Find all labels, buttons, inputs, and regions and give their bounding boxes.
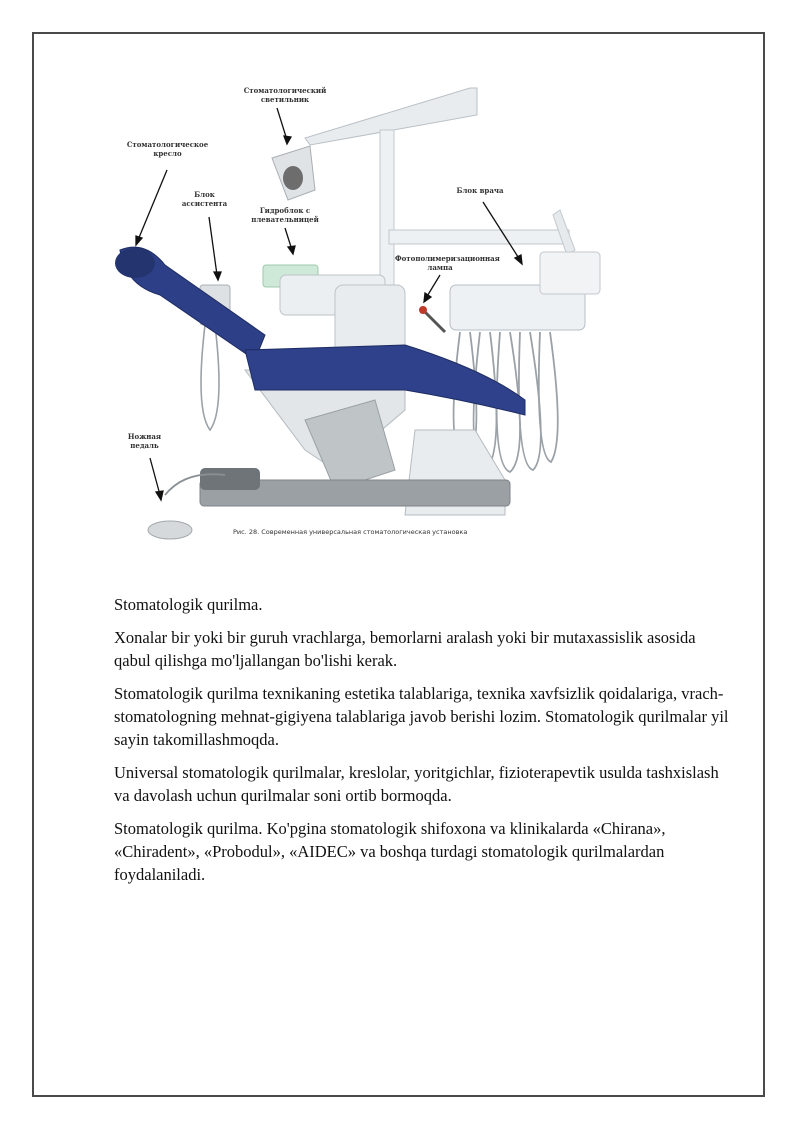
label-pedal: Ножная педаль (127, 432, 162, 450)
paragraph: Stomatologik qurilma. Ko'pgina stomatologik shifoxona va klinikalarda «Chirana», «Chiradent», «Probodul», «AIDEC» va boshqa turdagi stomatologik qurilmalardan foydalaniladi. (114, 819, 666, 884)
document-text (114, 593, 734, 896)
paragraph: Xonalar bir yoki bir guruh vrachlarga, bemorlarni aralash yoki bir mutaxassislik asosida qabul qilishga mo'ljallangan bo'lishi kerak. (114, 628, 696, 670)
label-doctor-block: Блок врача (456, 186, 504, 195)
label-hydroblock: Гидроблок с плевательницей (251, 206, 319, 224)
figure-caption: Рис. 28. Современная универсальная стоматологическая установка (233, 528, 468, 536)
heading: Stomatologik qurilma. (114, 595, 263, 614)
label-lamp: Стоматологический светильник (243, 86, 327, 104)
paragraph: Stomatologik qurilma texnikaning estetika talablariga, texnika xavfsizlik qoidalariga, vrach-stomatologning mehnat-gigiyena talablariga javob berishi lozim. Stomatologik qurilmalar yil sayin takomillashmoqda. (114, 684, 729, 749)
paragraph: Universal stomatologik qurilmalar, kreslolar, yoritgichlar, fizioterapevtik usulda tashxislash va davolash uchun qurilmalar soni ortib bormoqda. (114, 763, 719, 805)
dental-unit-figure (105, 70, 605, 545)
label-assistant-block: Блок ассистента (181, 190, 228, 208)
label-chair: Стоматологическое кресло (126, 140, 209, 158)
label-photopolymer-lamp: Фотополимеризационная лампа (395, 254, 500, 272)
